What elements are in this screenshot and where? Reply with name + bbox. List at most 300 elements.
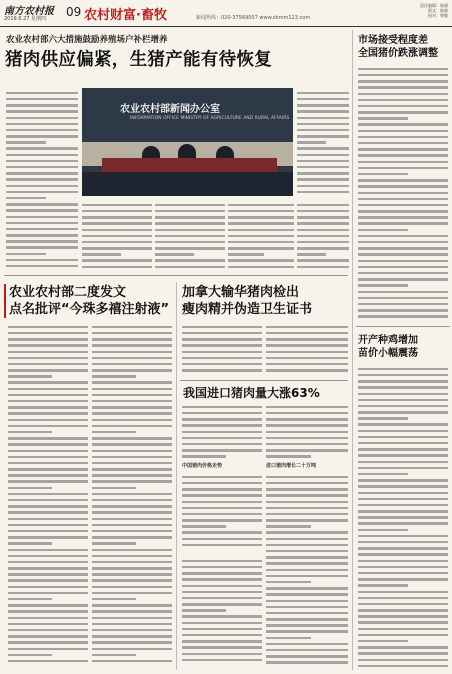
text-line <box>6 147 78 149</box>
text-line <box>8 462 88 464</box>
photo-banner-text: 农业农村部新闻办公室 <box>120 104 220 115</box>
text-line <box>92 375 136 377</box>
text-line <box>266 569 348 571</box>
text-line <box>8 394 88 396</box>
text-line <box>297 166 349 168</box>
text-line <box>6 129 78 131</box>
text-line <box>6 104 78 106</box>
text-line <box>358 241 448 243</box>
text-line <box>6 234 78 236</box>
text-line <box>8 530 88 532</box>
text-line <box>358 572 448 574</box>
text-line <box>297 191 349 193</box>
story-four-subhead-1: 中国猪肉价格走势 <box>182 463 223 469</box>
text-line <box>8 499 88 501</box>
text-line <box>8 586 88 588</box>
sidebar-bottom-body <box>358 364 448 668</box>
text-line <box>82 204 152 206</box>
text-line <box>6 191 78 193</box>
text-line <box>358 560 448 562</box>
text-line <box>358 167 448 169</box>
text-line <box>8 468 88 470</box>
text-line <box>266 637 311 639</box>
story-two-body-col1 <box>8 322 88 667</box>
sidebar-bottom-headline: 开产种鸡增加 苗价小幅震荡 <box>358 335 418 359</box>
text-line <box>8 419 88 421</box>
text-line <box>92 369 172 371</box>
text-line <box>358 179 448 181</box>
text-line <box>266 531 348 533</box>
text-line <box>358 204 448 206</box>
sidebar-top-headline: 市场接受程度差 全国猪价跌涨调整 <box>358 35 438 59</box>
paper-name: 南方农村报 <box>4 6 54 17</box>
text-line <box>8 641 88 643</box>
text-line <box>358 473 408 475</box>
text-line <box>358 291 448 293</box>
text-line <box>358 535 448 537</box>
text-line <box>358 173 408 175</box>
text-line <box>182 344 262 346</box>
text-line <box>6 197 46 199</box>
text-line <box>358 130 448 132</box>
text-line <box>358 659 448 661</box>
text-line <box>182 578 262 580</box>
text-line <box>82 229 152 231</box>
text-line <box>8 604 88 606</box>
text-line <box>182 326 262 328</box>
text-line <box>358 303 448 305</box>
text-line <box>6 135 78 137</box>
text-line <box>8 629 88 631</box>
text-line <box>358 615 448 617</box>
text-line <box>358 436 448 438</box>
text-line <box>92 511 172 513</box>
text-line <box>297 123 349 125</box>
text-line <box>92 351 172 353</box>
text-line <box>8 610 88 612</box>
text-line <box>228 204 294 206</box>
text-line <box>266 357 348 359</box>
text-line <box>182 357 262 359</box>
text-line <box>6 160 78 162</box>
text-line <box>6 154 78 156</box>
text-line <box>266 431 348 433</box>
text-line <box>182 351 262 353</box>
text-line <box>92 450 172 452</box>
text-line <box>358 216 448 218</box>
text-line <box>92 604 172 606</box>
headline-accent <box>4 284 6 318</box>
text-line <box>297 110 349 112</box>
text-line <box>266 338 348 340</box>
text-line <box>358 74 448 76</box>
text-line <box>92 536 172 538</box>
story-three-body-col1 <box>182 322 262 377</box>
column-divider <box>176 282 177 670</box>
text-line <box>155 204 225 206</box>
text-line <box>266 587 348 589</box>
text-line <box>266 630 348 632</box>
text-line <box>6 117 78 119</box>
text-line <box>92 586 172 588</box>
text-line <box>182 507 262 509</box>
text-line <box>8 425 88 427</box>
text-line <box>8 542 52 544</box>
text-line <box>155 235 225 237</box>
text-line <box>8 351 88 353</box>
page-number: 09 <box>66 5 82 19</box>
text-line <box>6 222 78 224</box>
section-title: 农村财富·畜牧 <box>84 8 167 23</box>
text-line <box>358 247 448 249</box>
text-line <box>182 338 262 340</box>
text-line <box>8 592 88 594</box>
text-line <box>6 185 78 187</box>
text-line <box>6 110 78 112</box>
text-line <box>358 584 408 586</box>
text-line <box>358 516 448 518</box>
text-line <box>182 513 262 515</box>
text-line <box>358 198 448 200</box>
text-line <box>182 622 262 624</box>
text-line <box>92 530 172 532</box>
text-line <box>182 640 262 642</box>
text-line <box>358 374 448 376</box>
text-line <box>358 405 448 407</box>
text-line <box>182 501 262 503</box>
text-line <box>358 566 448 568</box>
text-line <box>358 492 448 494</box>
text-line <box>358 210 448 212</box>
text-line <box>92 425 172 427</box>
text-line <box>358 448 448 450</box>
text-line <box>92 431 136 433</box>
text-line <box>358 498 448 500</box>
text-line <box>8 338 88 340</box>
text-line <box>266 412 348 414</box>
lead-body-col5 <box>228 200 294 270</box>
text-line <box>266 562 348 564</box>
text-line <box>92 648 172 650</box>
text-line <box>92 332 172 334</box>
lead-body-col4 <box>297 88 349 198</box>
text-line <box>92 579 172 581</box>
text-line <box>266 369 348 371</box>
text-line <box>297 235 349 237</box>
text-line <box>358 547 448 549</box>
text-line <box>8 412 88 414</box>
text-line <box>155 247 225 249</box>
text-line <box>8 518 88 520</box>
text-line <box>358 235 448 237</box>
story-two-body-col2 <box>92 322 172 667</box>
text-line <box>8 406 88 408</box>
text-line <box>8 579 88 581</box>
text-line <box>358 652 448 654</box>
podium-table <box>102 158 277 172</box>
text-line <box>155 229 225 231</box>
text-line <box>358 646 448 648</box>
text-line <box>92 493 172 495</box>
text-line <box>182 597 262 599</box>
text-line <box>297 210 349 212</box>
text-line <box>266 544 348 546</box>
text-line <box>182 519 262 521</box>
text-line <box>6 203 78 205</box>
text-line <box>92 592 172 594</box>
story-three-body-col2 <box>266 322 348 377</box>
text-line <box>6 209 78 211</box>
text-line <box>8 456 88 458</box>
text-line <box>6 166 78 168</box>
text-line <box>8 332 88 334</box>
text-line <box>266 538 348 540</box>
text-line <box>297 247 349 249</box>
text-line <box>297 266 349 268</box>
text-line <box>358 510 448 512</box>
text-line <box>358 628 448 630</box>
text-line <box>6 265 78 267</box>
text-line <box>358 591 448 593</box>
text-line <box>358 142 448 144</box>
text-line <box>8 549 88 551</box>
text-line <box>358 315 448 317</box>
text-line <box>297 160 349 162</box>
text-line <box>8 654 52 656</box>
text-line <box>8 573 88 575</box>
text-line <box>6 178 78 180</box>
text-line <box>8 369 88 371</box>
text-line <box>358 272 448 274</box>
text-line <box>92 610 172 612</box>
text-line <box>266 519 348 521</box>
text-line <box>297 172 349 174</box>
text-line <box>358 603 448 605</box>
text-line <box>228 229 294 231</box>
text-line <box>8 326 88 328</box>
text-line <box>92 555 172 557</box>
text-line <box>266 612 348 614</box>
text-line <box>92 524 172 526</box>
text-line <box>155 210 225 212</box>
story-three-headline: 加拿大输华猪肉检出 瘦肉精并伪造卫生证书 <box>182 285 313 317</box>
story-four-body-col2 <box>266 402 348 460</box>
text-line <box>358 430 448 432</box>
text-line <box>358 260 448 262</box>
text-line <box>182 603 262 605</box>
text-line <box>358 86 448 88</box>
text-line <box>358 284 408 286</box>
story-two-headline: 农业农村部二度发文 点名批评“今珠多禧注射液” <box>9 285 170 317</box>
text-line <box>182 634 262 636</box>
text-line <box>8 635 88 637</box>
text-line <box>297 117 349 119</box>
text-line <box>182 431 262 433</box>
text-line <box>182 659 262 661</box>
text-line <box>6 216 78 218</box>
text-line <box>358 105 448 107</box>
text-line <box>266 332 348 334</box>
text-line <box>92 400 172 402</box>
text-line <box>6 172 78 174</box>
text-line <box>358 411 448 413</box>
story-four-subhead-2: 进口猪肉增长二十万吨 <box>266 463 317 469</box>
text-line <box>228 235 294 237</box>
lead-body-col1 <box>6 88 78 268</box>
text-line <box>92 363 172 365</box>
text-line <box>182 418 262 420</box>
text-line <box>228 241 294 243</box>
text-line <box>266 624 348 626</box>
text-line <box>358 529 408 531</box>
text-line <box>358 185 448 187</box>
text-line <box>182 424 262 426</box>
text-line <box>266 476 348 478</box>
text-line <box>358 454 448 456</box>
text-line <box>358 380 448 382</box>
text-line <box>266 482 348 484</box>
text-line <box>228 222 294 224</box>
text-line <box>82 253 121 255</box>
text-line <box>358 485 448 487</box>
text-line <box>8 660 88 662</box>
text-line <box>92 412 172 414</box>
text-line <box>92 443 172 445</box>
text-line <box>266 649 348 651</box>
text-line <box>266 593 348 595</box>
text-line <box>358 368 448 370</box>
text-line <box>8 623 88 625</box>
text-line <box>358 278 448 280</box>
text-line <box>266 513 348 515</box>
text-line <box>228 266 294 268</box>
text-line <box>266 449 348 451</box>
text-line <box>182 585 262 587</box>
text-line <box>8 480 88 482</box>
text-line <box>155 266 225 268</box>
text-line <box>82 235 152 237</box>
text-line <box>358 479 448 481</box>
text-line <box>182 615 262 617</box>
text-line <box>358 68 448 70</box>
section-rule <box>356 326 450 327</box>
text-line <box>8 450 88 452</box>
text-line <box>182 332 262 334</box>
text-line <box>155 216 225 218</box>
text-line <box>92 406 172 408</box>
text-line <box>92 549 172 551</box>
text-line <box>6 259 78 261</box>
text-line <box>155 259 225 261</box>
text-line <box>358 597 448 599</box>
text-line <box>358 541 448 543</box>
text-line <box>92 381 172 383</box>
text-line <box>182 628 262 630</box>
text-line <box>182 525 226 527</box>
text-line <box>297 154 349 156</box>
column-divider <box>352 30 353 670</box>
masthead-rule <box>0 26 452 27</box>
text-line <box>182 538 262 540</box>
text-line <box>92 437 172 439</box>
text-line <box>266 507 348 509</box>
text-line <box>92 468 172 470</box>
text-line <box>82 222 152 224</box>
text-line <box>182 591 262 593</box>
text-line <box>92 344 172 346</box>
text-line <box>358 609 448 611</box>
text-line <box>358 192 448 194</box>
story-four-body-col5 <box>182 556 262 667</box>
text-line <box>92 617 172 619</box>
text-line <box>6 240 78 242</box>
text-line <box>358 154 448 156</box>
issue-date: 2019.6.27 星期四 <box>4 16 47 22</box>
text-line <box>182 363 262 365</box>
text-line <box>92 505 172 507</box>
text-line <box>297 98 349 100</box>
text-line <box>297 222 349 224</box>
text-line <box>266 455 311 457</box>
text-line <box>266 494 348 496</box>
text-line <box>358 423 448 425</box>
text-line <box>182 412 262 414</box>
text-line <box>182 572 262 574</box>
text-line <box>266 488 348 490</box>
text-line <box>182 488 262 490</box>
text-line <box>92 573 172 575</box>
story-four-headline: 我国进口猪肉量大涨63% <box>183 386 320 400</box>
text-line <box>358 111 448 113</box>
text-line <box>182 455 226 457</box>
text-line <box>6 253 46 255</box>
text-line <box>358 578 448 580</box>
text-line <box>266 643 348 645</box>
text-line <box>8 648 88 650</box>
text-line <box>266 363 348 365</box>
text-line <box>266 351 348 353</box>
lead-body-col2 <box>82 200 152 270</box>
text-line <box>358 553 448 555</box>
text-line <box>358 253 448 255</box>
text-line <box>266 418 348 420</box>
text-line <box>266 655 348 657</box>
text-line <box>8 598 52 600</box>
text-line <box>358 634 448 636</box>
text-line <box>297 92 349 94</box>
text-line <box>358 461 448 463</box>
text-line <box>358 522 448 524</box>
text-line <box>92 474 172 476</box>
text-line <box>92 598 136 600</box>
text-line <box>82 210 152 212</box>
story-four-body-col1 <box>182 402 262 460</box>
text-line <box>92 567 172 569</box>
text-line <box>182 482 262 484</box>
text-line <box>8 567 88 569</box>
text-line <box>8 505 88 507</box>
text-line <box>6 123 78 125</box>
text-line <box>92 326 172 328</box>
text-line <box>8 381 88 383</box>
text-line <box>358 393 448 395</box>
press-conference-photo <box>82 88 293 196</box>
story-four-body-col4 <box>266 472 348 667</box>
lead-headline: 猪肉供应偏紧，生猪产能有待恢复 <box>5 50 272 70</box>
text-line <box>297 178 349 180</box>
text-line <box>358 309 448 311</box>
text-line <box>358 123 448 125</box>
